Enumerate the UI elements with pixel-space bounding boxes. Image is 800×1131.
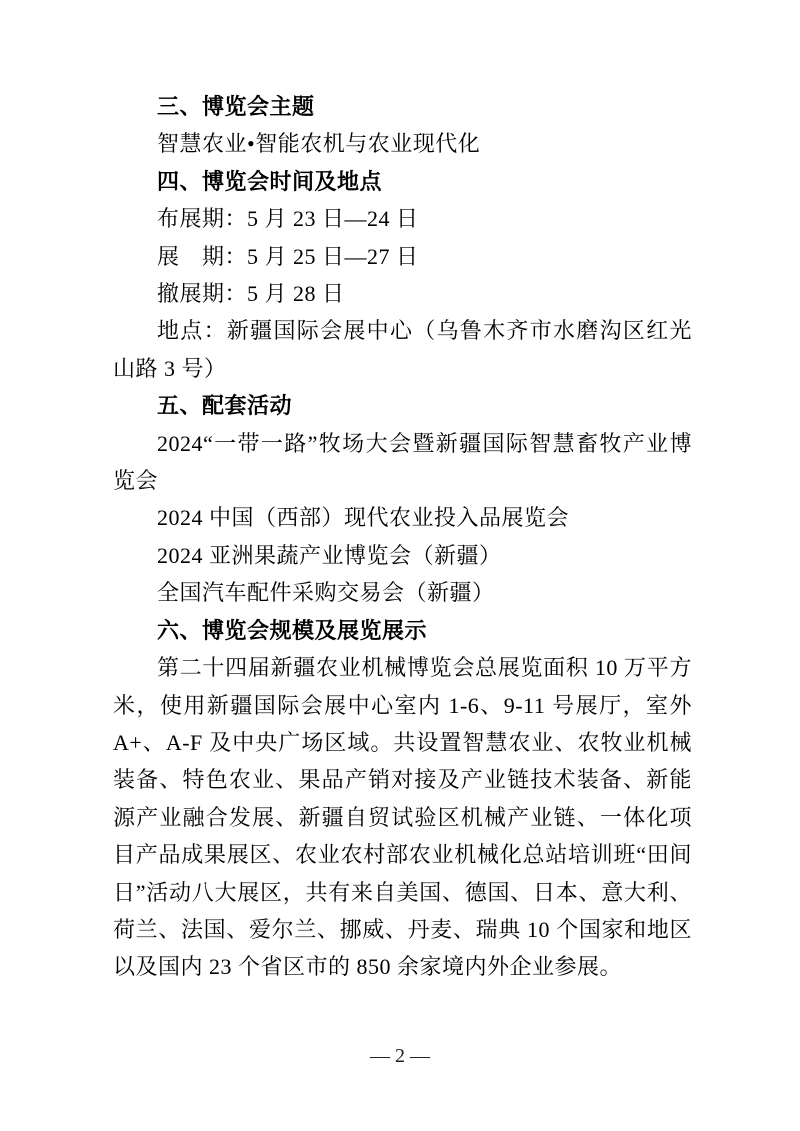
document-body [113, 88, 692, 986]
body-paragraph: 智慧农业•智能农机与农业现代化 [157, 131, 481, 157]
body-paragraph: 展 期：5 月 25 日—27 日 [157, 243, 419, 269]
body-paragraph: 地点：新疆国际会展中心（乌鲁木齐市水磨沟区红光山路 3 号） [113, 318, 692, 381]
body-paragraph: 全国汽车配件采购交易会（新疆） [157, 580, 495, 606]
body-paragraph: 撤展期：5 月 28 日 [157, 281, 345, 307]
body-paragraph: 2024 中国（西部）现代农业投入品展览会 [157, 505, 570, 531]
section-heading: 六、博览会规模及展览展示 [157, 617, 428, 643]
body-paragraph: 第二十四届新疆农业机械博览会总展览面积 10 万平方米，使用新疆国际会展中心室内 1-6、9-11 号展厅，室外 A+、A-F 及中央广场区域。共设置智慧农业、农牧业机械装备、特色农业、果品产销对接及产业链技术装备、新能源产业融合发展、新疆自贸试验区机械产业链、一体化项目产品成果展区、农业农村部农业机械化总站培训班“田间日”活动八大展区，共有来自美国、德国、日本、意大利、荷兰、法国、爱尔兰、挪威、丹麦、瑞典 10 个国家和地区以及国内 23 个省区市的 850 余家境内外企业参展。 [113, 655, 692, 980]
section-heading: 四、博览会时间及地点 [157, 168, 383, 194]
section-heading: 三、博览会主题 [157, 94, 315, 119]
page-number: — 2 — [370, 1045, 430, 1067]
body-paragraph: 2024 亚洲果蔬产业博览会（新疆） [157, 542, 502, 568]
body-paragraph: 布展期：5 月 23 日—24 日 [157, 206, 419, 232]
section-heading: 五、配套活动 [157, 393, 293, 419]
body-paragraph: 2024“一带一路”牧场大会暨新疆国际智慧畜牧产业博览会 [113, 430, 692, 494]
